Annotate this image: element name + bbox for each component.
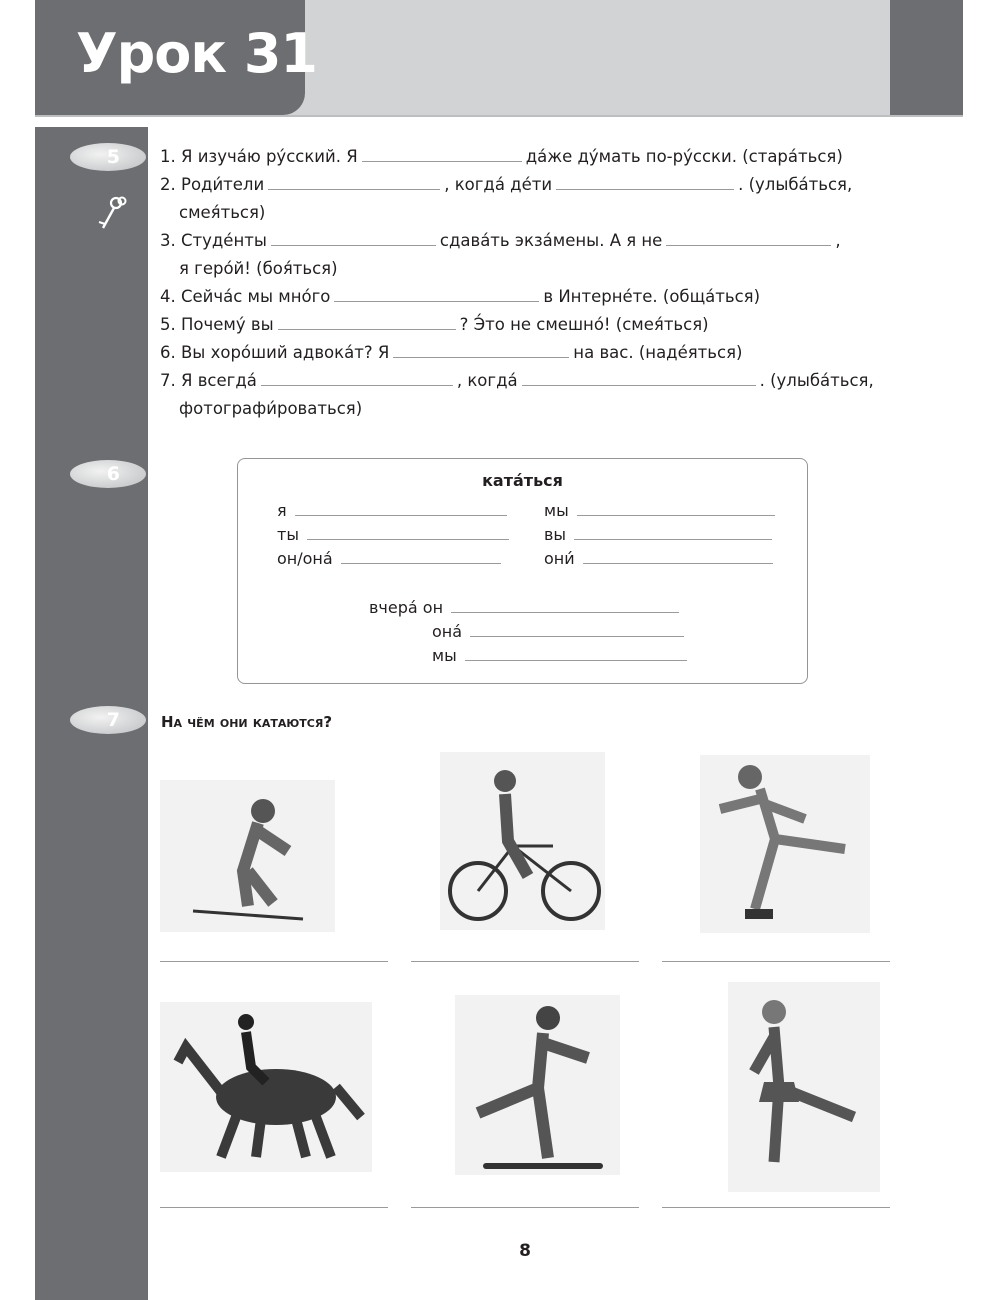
answer-blank[interactable] (268, 173, 440, 190)
photo-horse-rider (160, 1002, 372, 1172)
answer-blank[interactable] (666, 229, 831, 246)
skier-image (188, 791, 308, 921)
sentence-text: 3. Студе́нты (160, 231, 267, 250)
page-number: 8 (519, 1241, 531, 1261)
photo-skier (160, 780, 335, 932)
header-divider (35, 115, 963, 117)
conjugation-box (237, 458, 808, 684)
sentence-text: на вас. (наде́яться) (573, 343, 743, 362)
exercise-7-heading: На чём они катаются? (161, 713, 333, 731)
sentence-text: . (улыба́ться, (738, 175, 853, 194)
pronoun: я (277, 501, 287, 520)
sentence-text: смея́ться) (179, 203, 266, 222)
sentence-text: 7. Я всегда́ (160, 371, 257, 390)
answer-blank[interactable] (341, 547, 501, 564)
sentence-text: 6. Вы хоро́ший адвока́т? Я (160, 343, 390, 362)
lesson-title: Урок 31 (76, 22, 317, 85)
answer-blank[interactable] (556, 173, 734, 190)
answer-blank[interactable] (334, 285, 539, 302)
answer-line[interactable] (411, 1207, 639, 1208)
horse-rider-image (166, 1007, 366, 1167)
sentence-text: , (835, 231, 841, 250)
skateboarder-image (458, 998, 618, 1173)
exercise-6-number: 6 (70, 460, 146, 488)
header-band (280, 0, 890, 115)
key-icon (96, 194, 130, 230)
answer-line[interactable] (411, 961, 639, 962)
answer-blank[interactable] (393, 341, 569, 358)
answer-blank[interactable] (451, 596, 679, 613)
pronoun: мы (432, 646, 457, 665)
pronoun: вчера́ он (369, 598, 444, 617)
figure-skater-image (734, 987, 874, 1187)
header-corner (890, 0, 963, 115)
answer-line[interactable] (160, 961, 388, 962)
sentence-text: в Интерне́те. (обща́ться) (543, 287, 761, 306)
sentence-text: фотографи́роваться) (179, 399, 363, 418)
sentence-text: я геро́й! (боя́ться) (179, 259, 338, 278)
sentence-text: . (улыба́ться, (759, 371, 874, 390)
cyclist-image (443, 756, 603, 926)
photo-skateboarder (455, 995, 620, 1175)
roller-skater-image (705, 759, 865, 929)
sentence-text: 5. Почему́ вы (160, 315, 274, 334)
exercise-5 (160, 143, 900, 423)
exercise-5-number: 5 (70, 143, 146, 171)
sentence-text: , когда́ (456, 371, 518, 390)
answer-blank[interactable] (271, 229, 436, 246)
pronoun: вы (544, 525, 567, 544)
answer-line[interactable] (160, 1207, 388, 1208)
verb-heading: ката́ться (482, 471, 563, 490)
pronoun: он/она́ (277, 549, 333, 568)
answer-blank[interactable] (362, 145, 522, 162)
answer-blank[interactable] (522, 369, 756, 386)
exercise-7-number: 7 (70, 706, 146, 734)
sentence-text: 4. Сейча́с мы мно́го (160, 287, 331, 306)
answer-blank[interactable] (465, 644, 687, 661)
answer-blank[interactable] (261, 369, 453, 386)
photo-cyclist (440, 752, 605, 930)
answer-line[interactable] (662, 961, 890, 962)
answer-line[interactable] (662, 1207, 890, 1208)
sentence-text: сдава́ть экза́мены. А я не (439, 231, 663, 250)
answer-blank[interactable] (295, 499, 507, 516)
pronoun: они́ (544, 549, 575, 568)
sentence-text: , когда́ де́ти (444, 175, 553, 194)
sentence-text: 1. Я изуча́ю ру́сский. Я (160, 147, 358, 166)
answer-blank[interactable] (574, 523, 772, 540)
pronoun: мы (544, 501, 569, 520)
sentence-text: 2. Роди́тели (160, 175, 265, 194)
sentence-text: ? Э́то не смешно́! (смея́ться) (459, 315, 709, 334)
sentence-text: да́же ду́мать по-ру́сски. (стара́ться) (525, 147, 843, 166)
pronoun: она́ (432, 622, 463, 641)
photo-figure-skater (728, 982, 880, 1192)
answer-blank[interactable] (470, 620, 684, 637)
pronoun: ты (277, 525, 299, 544)
photo-roller-skater (700, 755, 870, 933)
answer-blank[interactable] (278, 313, 456, 330)
answer-blank[interactable] (307, 523, 509, 540)
answer-blank[interactable] (577, 499, 775, 516)
answer-blank[interactable] (583, 547, 773, 564)
